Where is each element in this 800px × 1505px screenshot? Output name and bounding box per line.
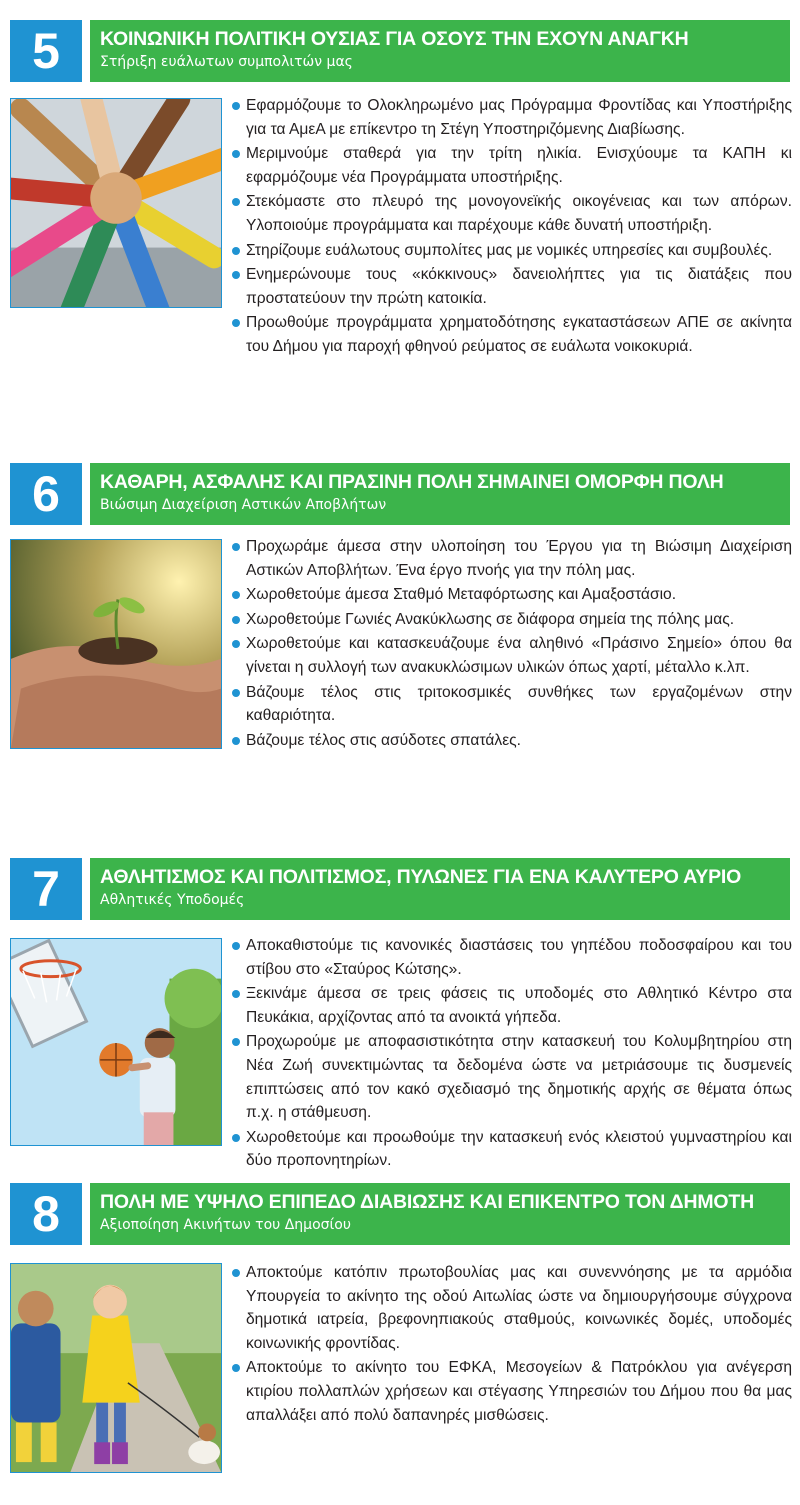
section-title: ΠΟΛΗ ΜΕ ΥΨΗΛΟ ΕΠΙΠΕΔΟ ΔΙΑΒΙΩΣΗΣ ΚΑΙ ΕΠΙΚΕΝΤΡΟ ΤΟΝ ΔΗΜΟΤΗ (100, 1191, 754, 1213)
section-number: 5 (10, 20, 82, 82)
section-header (10, 1183, 790, 1245)
section-6 (0, 463, 800, 843)
section-number: 8 (10, 1183, 82, 1245)
section-subtitle: Βιώσιμη Διαχείριση Αστικών Αποβλήτων (100, 497, 387, 513)
list-item: Προωθούμε προγράμματα χρηματοδότησης εγκαταστάσεων ΑΠΕ σε ακίνητα του Δήμου για παροχή φθηνού ρεύματος σε ευάλωτα νοικοκυριά. (232, 311, 792, 358)
list-item: Ενημερώνουμε τους «κόκκινους» δανειολήπτες για τις διατάξεις που προστατεύουν την πρώτη κατοικία. (232, 263, 792, 310)
section-7 (0, 858, 800, 1178)
section-title-bar (90, 463, 790, 525)
list-item: Αποκτούμε κατόπιν πρωτοβουλίας μας και συνεννόησης με τα αρμόδια Υπουργεία το ακίνητο της οδού Αιτωλίας ώστε να δημιουργήσουμε σύγχρονα δημοτικά ιατρεία, βρεφονηπιακούς σταθμούς, κοινωνικές δομές, υποδομές κοινωνικής φροντίδας. (232, 1261, 792, 1355)
list-item: Μεριμνούμε σταθερά για την τρίτη ηλικία. Ενισχύουμε τα ΚΑΠΗ κι εφαρμόζουμε νέα Προγράμματα υποστήριξης. (232, 142, 792, 189)
section-title-bar (90, 858, 790, 920)
bullet-list (232, 94, 792, 360)
section-8 (0, 1183, 800, 1493)
section-title-bar (90, 1183, 790, 1245)
section-number: 7 (10, 858, 82, 920)
section-header (10, 858, 790, 920)
section-title-bar (90, 20, 790, 82)
list-item: Στηρίζουμε ευάλωτους συμπολίτες μας με νομικές υπηρεσίες και συμβουλές. (232, 239, 792, 263)
list-item: Βάζουμε τέλος στις ασύδοτες σπατάλες. (232, 729, 792, 753)
list-item: Στεκόμαστε στο πλευρό της μονογονεϊκής οικογένειας και των απόρων. Υλοποιούμε προγράμματα και παρέχουμε κάθε δυνατή υποστήριξη. (232, 190, 792, 237)
list-item: Προχωρούμε με αποφασιστικότητα στην κατασκευή του Κολυμβητηρίου στη Νέα Ζωή συνεκτιμώντας τα δεδομένα ώστε να μετριάσουμε τις δυσμενείς επιπτώσεις από τον κακό σχεδιασμό της δημοτικής αρχής σε θέματα όπως π.χ. η στάθμευση. (232, 1030, 792, 1124)
list-item: Εφαρμόζουμε το Ολοκληρωμένο μας Πρόγραμμα Φροντίδας και Υποστήριξης για τα ΑμεΑ με επίκεντρο τη Στέγη Υποστηριζόμενης Διαβίωσης. (232, 94, 792, 141)
section-title: ΚΟΙΝΩΝΙΚΗ ΠΟΛΙΤΙΚΗ ΟΥΣΙΑΣ ΓΙΑ ΟΣΟΥΣ ΤΗΝ ΕΧΟΥΝ ΑΝΑΓΚΗ (100, 28, 689, 50)
section-subtitle: Αξιοποίηση Ακινήτων του Δημοσίου (100, 1217, 351, 1233)
section-subtitle: Αθλητικές Υποδομές (100, 892, 245, 908)
bullet-list (232, 535, 792, 753)
bullet-list (232, 1261, 792, 1428)
hands-together-photo (10, 98, 222, 308)
list-item: Χωροθετούμε άμεσα Σταθμό Μεταφόρτωσης και Αμαξοστάσιο. (232, 583, 792, 607)
section-number: 6 (10, 463, 82, 525)
list-item: Ξεκινάμε άμεσα σε τρεις φάσεις τις υποδομές στο Αθλητικό Κέντρο στα Πευκάκια, αρχίζοντας από τα ανοικτά γήπεδα. (232, 982, 792, 1029)
section-header (10, 463, 790, 525)
section-title: ΚΑΘΑΡΗ, ΑΣΦΑΛΗΣ ΚΑΙ ΠΡΑΣΙΝΗ ΠΟΛΗ ΣΗΜΑΙΝΕΙ ΟΜΟΡΦΗ ΠΟΛΗ (100, 471, 724, 493)
children-running-photo (10, 1263, 222, 1473)
list-item: Χωροθετούμε και προωθούμε την κατασκευή ενός κλειστού γυμναστηρίου και δύο προπονητηρίων. (232, 1126, 792, 1173)
section-5 (0, 20, 800, 440)
list-item: Βάζουμε τέλος στις τριτοκοσμικές συνθήκες των εργαζομένων στην καθαριότητα. (232, 681, 792, 728)
seedling-in-hands-photo (10, 539, 222, 749)
list-item: Αποκτούμε το ακίνητο του ΕΦΚΑ, Μεσογείων & Πατρόκλου για ανέγερση κτιρίου πολλαπλών χρήσεων και στέγασης Υπηρεσιών του Δήμου που θα μας απαλλάξει από πολύ δαπανηρές μισθώσεις. (232, 1356, 792, 1427)
section-subtitle: Στήριξη ευάλωτων συμπολιτών μας (100, 54, 353, 70)
list-item: Αποκαθιστούμε τις κανονικές διαστάσεις του γηπέδου ποδοσφαίρου και του στίβου στο «Σταύρος Κώτσης». (232, 934, 792, 981)
list-item: Προχωράμε άμεσα στην υλοποίηση του Έργου για τη Βιώσιμη Διαχείριση Αστικών Αποβλήτων. Ένα έργο πνοής για την πόλη μας. (232, 535, 792, 582)
list-item: Χωροθετούμε και κατασκευάζουμε ένα αληθινό «Πράσινο Σημείο» όπου θα γίνεται η συλλογή των ανακυκλώσιμων υλικών όπως χαρτί, μέταλλο κ.λπ. (232, 632, 792, 679)
basketball-kid-photo (10, 938, 222, 1146)
bullet-list (232, 934, 792, 1174)
section-header (10, 20, 790, 82)
list-item: Χωροθετούμε Γωνιές Ανακύκλωσης σε διάφορα σημεία της πόλης μας. (232, 608, 792, 632)
section-title: ΑΘΛΗΤΙΣΜΟΣ ΚΑΙ ΠΟΛΙΤΙΣΜΟΣ, ΠΥΛΩΝΕΣ ΓΙΑ ΕΝΑ ΚΑΛΥΤΕΡΟ ΑΥΡΙΟ (100, 866, 742, 888)
